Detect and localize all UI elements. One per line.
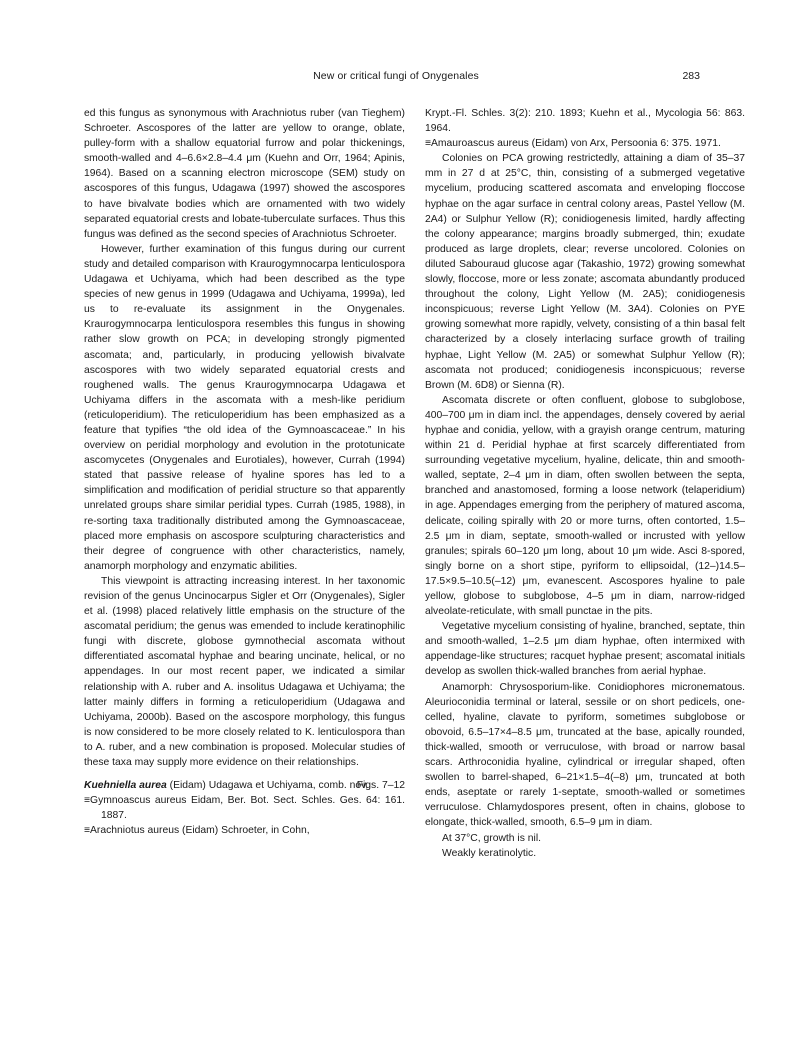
left-column: [84, 106, 405, 839]
paragraph-keratinolytic: Weakly keratinolytic.: [442, 847, 537, 859]
species-heading: [84, 778, 405, 793]
synonym: ≡Amauroascus aureus (Eidam) von Arx, Persoonia 6: 375. 1971.: [425, 138, 721, 150]
synonym-continued: Krypt.-Fl. Schles. 3(2): 210. 1893; Kuehn et al., Mycologia 56: 863. 1964.: [425, 108, 745, 135]
synonym: ≡Gymnoascus aureus Eidam, Ber. Bot. Sect. Schles. Ges. 64: 161. 1887.: [84, 795, 405, 822]
paragraph-anamorph: Anamorph: Chrysosporium-like. Conidiophores micronematous. Aleurioconidia terminal or lateral, sessile or on short pedicels, one-celled, hyaline, clavate to pyriform, sometimes subglobose or obovoid, 6.5–17×4–8.5 μm, truncated at the base, apically rounded, thick-walled, smooth or verruculose, with broad or narrow basal scars. Arthroconidia hyaline, cylindrical or irregular shaped, often swollen to barrel-shaped, 6–21×1.5–4(–8) μm, truncated at both ends, aseptate or rarely 1-septate, smooth-walled or sometimes verruculose. Chlamydospores present, often in chains, globose to elongate, thick-walled, smooth, 6.5–9 μm in diam.: [425, 681, 745, 829]
paragraph-vegetative: Vegetative mycelium consisting of hyaline, branched, septate, thin and smooth-walled, 1–2.5 μm diam hyphae, often intermixed with appendage-like structures; racquet hyphae present; ascomatal initials develop as swollen thick-walled branches from aerial hyphae.: [425, 621, 745, 678]
paragraph-temperature: At 37°C, growth is nil.: [442, 832, 541, 844]
synonym: ≡Arachniotus aureus (Eidam) Schroeter, in Cohn,: [84, 825, 310, 837]
paragraph: ed this fungus as synonymous with Arachniotus ruber (van Tieghem) Schroeter. Ascospores of the latter are yellow to orange, oblate, pulley-form with a shallow equatorial furrow and polar thickenings, smooth-walled and 4–6.6×2.8–4.4 μm (Kuehn and Orr, 1964; Apinis, 1964). Based on a scanning electron microscope (SEM) study on ascospores of this fungus, Udagawa (1997) showed the ascospores to have bivalvate bodies which are ornamented with two widely separated equatorial crests and lobate-tuberculate surfaces. Thus this fungus was defined as the second species of Arachniotus Schroeter.: [84, 108, 405, 240]
page-number: 283: [682, 70, 700, 82]
figure-reference: Figs. 7–12: [356, 780, 405, 792]
spacer: [84, 770, 405, 778]
species-name: Kuehniella aurea: [84, 780, 167, 792]
paragraph: This viewpoint is attracting increasing interest. In her taxonomic revision of the genus Uncinocarpus Sigler et Orr (Onygenales), Sigler et al. (1998) placed relatively little emphasis on the structure of the ascomatal peridium; the genus was emended to include keratinophilic fungi with discrete, globose gymnothecial ascomata without differentiated ascomatal hyphae and bearing uncinate, helical, or no appendages. In our most recent paper, we indicated a similar relationship with A. ruber and A. insolitus Udagawa et Uchiyama; the latter mainly differs in forming a reticuloperidium (Udagawa and Uchiyama, 2000b). Based on the ascospore morphology, this fungus is now considered to be more closely related to K. lenticulospora than to A. ruber, and a new combination is proposed. Molecular studies of these taxa may supply more evidence on their relationships.: [84, 575, 405, 769]
paragraph-ascomata: Ascomata discrete or often confluent, globose to subglobose, 400–700 μm in diam incl. the appendages, densely covered by aerial hyphae and conidia, yellow, with a grayish orange centrum, maturing within 21 d. Peridial hyphae at first scarcely differentiated from surrounding vegetative mycelium, hyaline, delicate, thin and smooth-walled, septate, 2–4 μm in diam, often swollen between the septa, branched and anastomosed, forming a loose network (telaperidium) in age. Appendages emerging from the periphery of matured ascoma, delicate, coiling spirally with 20 or more turns, often contorted, 1.5–2.5 μm in diam, septate, smooth-walled or incrusted with yellow granules; spirals 60–120 μm long, about 10 μm wide. Asci 8-spored, singly borne on a short stipe, pyriform to ellipsoidal, (12–)14.5–17.5×9.5–10.5(–12) μm, evanescent. Ascospores hyaline to pale yellow, globose to subglobose, 4–5 μm in diam, narrow-ridged alveolate-reticulate, with small punctae in the pits.: [425, 394, 745, 618]
running-title: New or critical fungi of Onygenales: [313, 70, 479, 82]
paragraph-colonies: Colonies on PCA growing restrictedly, attaining a diam of 35–37 mm in 27 d at 25°C, thin, consisting of a submerged vegetative mycelium, producing scattered ascomata and enveloping floccose hyphae on the agar surface in central colony areas, Pastel Yellow (M. 2A4) or Sulphur Yellow (R); conidiogenesis limited, hardly affecting the colony appearance; margins broadly submerged, thin; exudate produced as large droplets, clear; reverse uncolored. Colonies on diluted Sabouraud glucose agar (Takashio, 1972) growing somewhat slowly, floccose, more or less zonate; ascomata abundantly produced throughout the colony, Light Yellow (M. 2A5); conidiogenesis inconspicuous; reverse Light Yellow (M. 3A4). Colonies on PYE growing somewhat more rapidly, velvety, consisting of a thin basal felt characterized by a closely interlacing surface growth of trailing hyphae, Light Yellow (M. 2A5) or somewhat Sulphur Yellow (R); ascomata not produced; conidiogenesis inconspicuous; reverse Brown (M. 6D8) or Sienna (R).: [425, 153, 745, 391]
paragraph: However, further examination of this fungus during our current study and detailed comparison with Kraurogymnocarpa lenticulospora Udagawa et Uchiyama, which had been described as the type species of new genus in 1999 (Udagawa and Uchiyama, 1999a), led us to re-evaluate its assignment in the Onygenales. Kraurogymnocarpa lenticulospora resembles this fungus in showing rather slow growth on PCA; in developing strongly pigmented ascomata; and, particularly, in producing yellowish bivalvate ascospores with two widely separated equatorial crests and roughened walls. The genus Kraurogymnocarpa Udagawa et Uchiyama differs in the ascomata with a mesh-like peridium (reticuloperidium). The reticuloperidium has been emphasized as a feature that typifies “the old idea of the Gymnoascaceae.” In his overview on peridial morphology and evolution in the prototunicate ascomycetes (Onygenales and Eurotiales), however, Currah (1994) stated that passive release of hyaline spores has led to a simplification and modification of peridial structure so that apparently unrelated groups share similar peridial types. Currah (1985, 1988), in re-sorting taxa traditionally distributed among the Gymnoascaceae, placed more emphasis on ascospore sculpturing characteristics and their degree of congruence with other characteristics, namely, anamorph morphology and enzymatic abilities.: [84, 243, 405, 572]
species-authors: (Eidam) Udagawa et Uchiyama, comb. nov.: [166, 780, 369, 792]
right-column: [425, 106, 745, 861]
